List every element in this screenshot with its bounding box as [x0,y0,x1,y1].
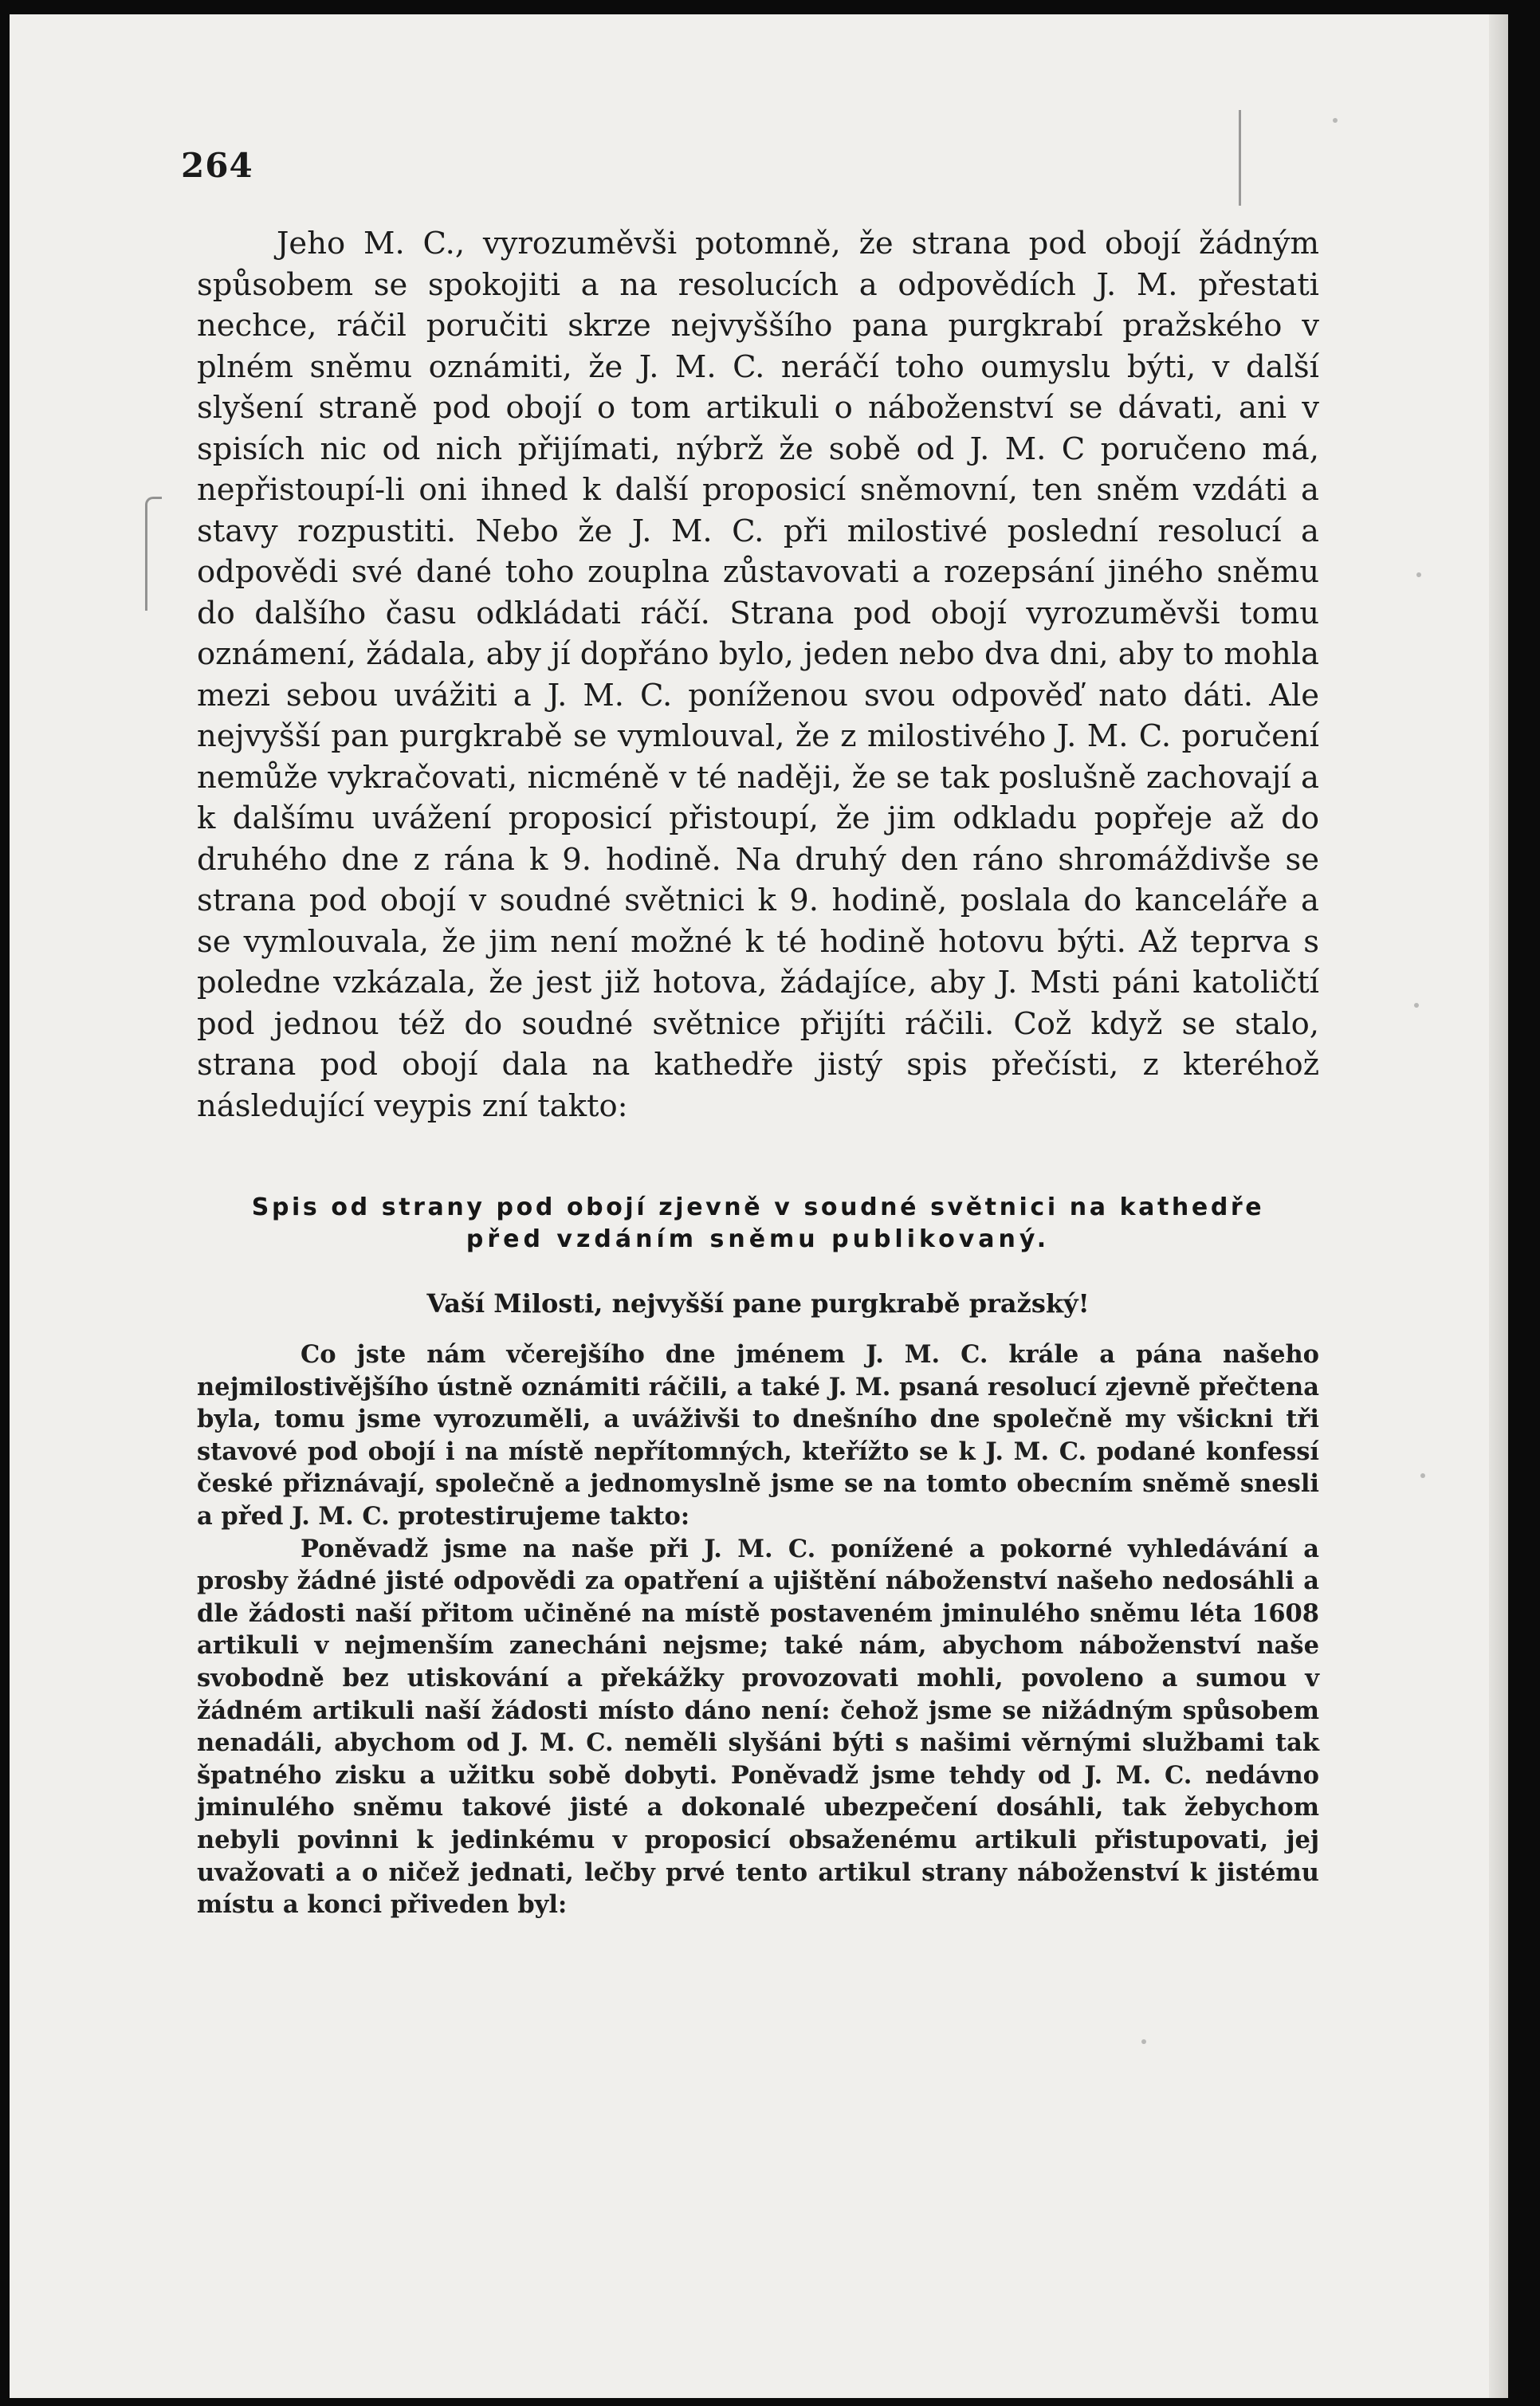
section-heading-line-2: před vzdáním sněmu publikovaný. [466,1225,1051,1253]
speck [1141,2039,1146,2044]
text-body [197,223,1319,1921]
speck [1333,118,1338,123]
salutation: Vaší Milosti, nejvyšší pane purgkrabě pražský! [426,1288,1090,1319]
speck [1414,1003,1419,1008]
binding-mark [145,497,162,611]
spis-paragraph-1: Co jste nám včerejšího dne jménem J. M. C. krále a pána našeho nejmilostivějšího ústně oznámiti ráčili, a také J. M. psaná resolucí zjevně přečtena byla, tomu jsme vyrozuměli, a uváživši to dnešního dne společně my všickni tři stavové pod obojí i na místě nepřítomných, kteřížto se k J. M. C. podané konfessí české přiznávají, společně a jednomyslně jsme se na tomto obecním sněmě snesli a před J. M. C. protestirujeme takto: [197,1340,1319,1531]
spis-paragraph-2: Poněvadž jsme na naše při J. M. C. ponížené a pokorné vyhledávání a prosby žádné jisté odpovědi za opatření a ujištění náboženství našeho nedosáhli a dle žádosti naší přitom učiněné na místě postaveném jminulého sněmu léta 1608 artikuli v nejmenším zanecháni nejsme; také nám, abychom náboženství naše svobodně bez utiskování a překážky provozovati mohli, povoleno a sumou v žádném artikuli naší žádosti místo dáno není: čehož jsme se nižádným spůsobem nenadáli, abychom od J. M. C. neměli slyšáni býti s našimi věrnými službami tak špatného zisku a užitku sobě dobyti. Poněvadž jsme tehdy od J. M. C. nedávno jminulého sněmu takové jisté a dokonalé ubezpečení dosáhli, tak žebychom nebyli povinni k jedinkému v proposicí obsaženému artikuli přistupovati, jej uvažovati a o ničež jednati, lečby prvé tento artikul strany náboženství k jistému místu a konci přiveden byl: [197,1534,1319,1920]
speck [1416,572,1421,577]
page-number: 264 [181,146,253,185]
page-edge-shadow [1489,14,1508,2398]
paper-crease [1239,110,1241,206]
main-paragraph: Jeho M. C., vyrozuměvši potomně, že strana pod obojí žádným spůsobem se spokojiti a na resolucích a odpovědích J. M. přestati nechce, ráčil poručiti skrze nejvyššího pana purgkrabí pražského v plném sněmu oznámiti, že J. M. C. neráčí toho oumyslu býti, v další slyšení straně pod obojí o tom artikuli o náboženství se dávati, ani v spisích nic od nich přijímati, nýbrž že sobě od J. M. C poručeno má, nepřistoupí-li oni ihned k další proposicí sněmovní, ten sněm vzdáti a stavy rozpustiti. Nebo že J. M. C. při milostivé poslední resolucí a odpovědi své dané toho zouplna zůstavovati a rozepsání jiného sněmu do dalšího času odkládati ráčí. Strana pod obojí vyrozuměvši tomu oznámení, žádala, aby jí dopřáno bylo, jeden nebo dva dni, aby to mohla mezi sebou uvážiti a J. M. C. poníženou svou odpověď nato dáti. Ale nejvyšší pan purgkrabě se vymlouval, že z milostivého J. M. C. poručení nemůže vykračovati, nicméně v té naději, že se tak poslušně zachovají a k dalšímu uvážení proposicí přistoupí, že jim odkladu popřeje až do druhého dne z rána k 9. hodině. Na druhý den ráno shromáždivše se strana pod obojí v soudné světnici k 9. hodině, poslala do kanceláře a se vymlouvala, že jim není možné k té hodině hotovu býti. Až teprva s poledne vzkázala, že jest již hotova, žádajíce, aby J. Msti páni katoličtí pod jednou též do soudné světnice přijíti ráčili. Což když se stalo, strana pod obojí dala na kathedře jistý spis přečísti, z kteréhož následující veypis zní takto: [197,226,1320,1124]
section-heading-line-1: Spis od strany pod obojí zjevně v soudné světnici na kathedře [251,1193,1265,1221]
speck [1420,1473,1425,1478]
scanned-page [10,14,1508,2398]
section-heading [197,1192,1319,1256]
